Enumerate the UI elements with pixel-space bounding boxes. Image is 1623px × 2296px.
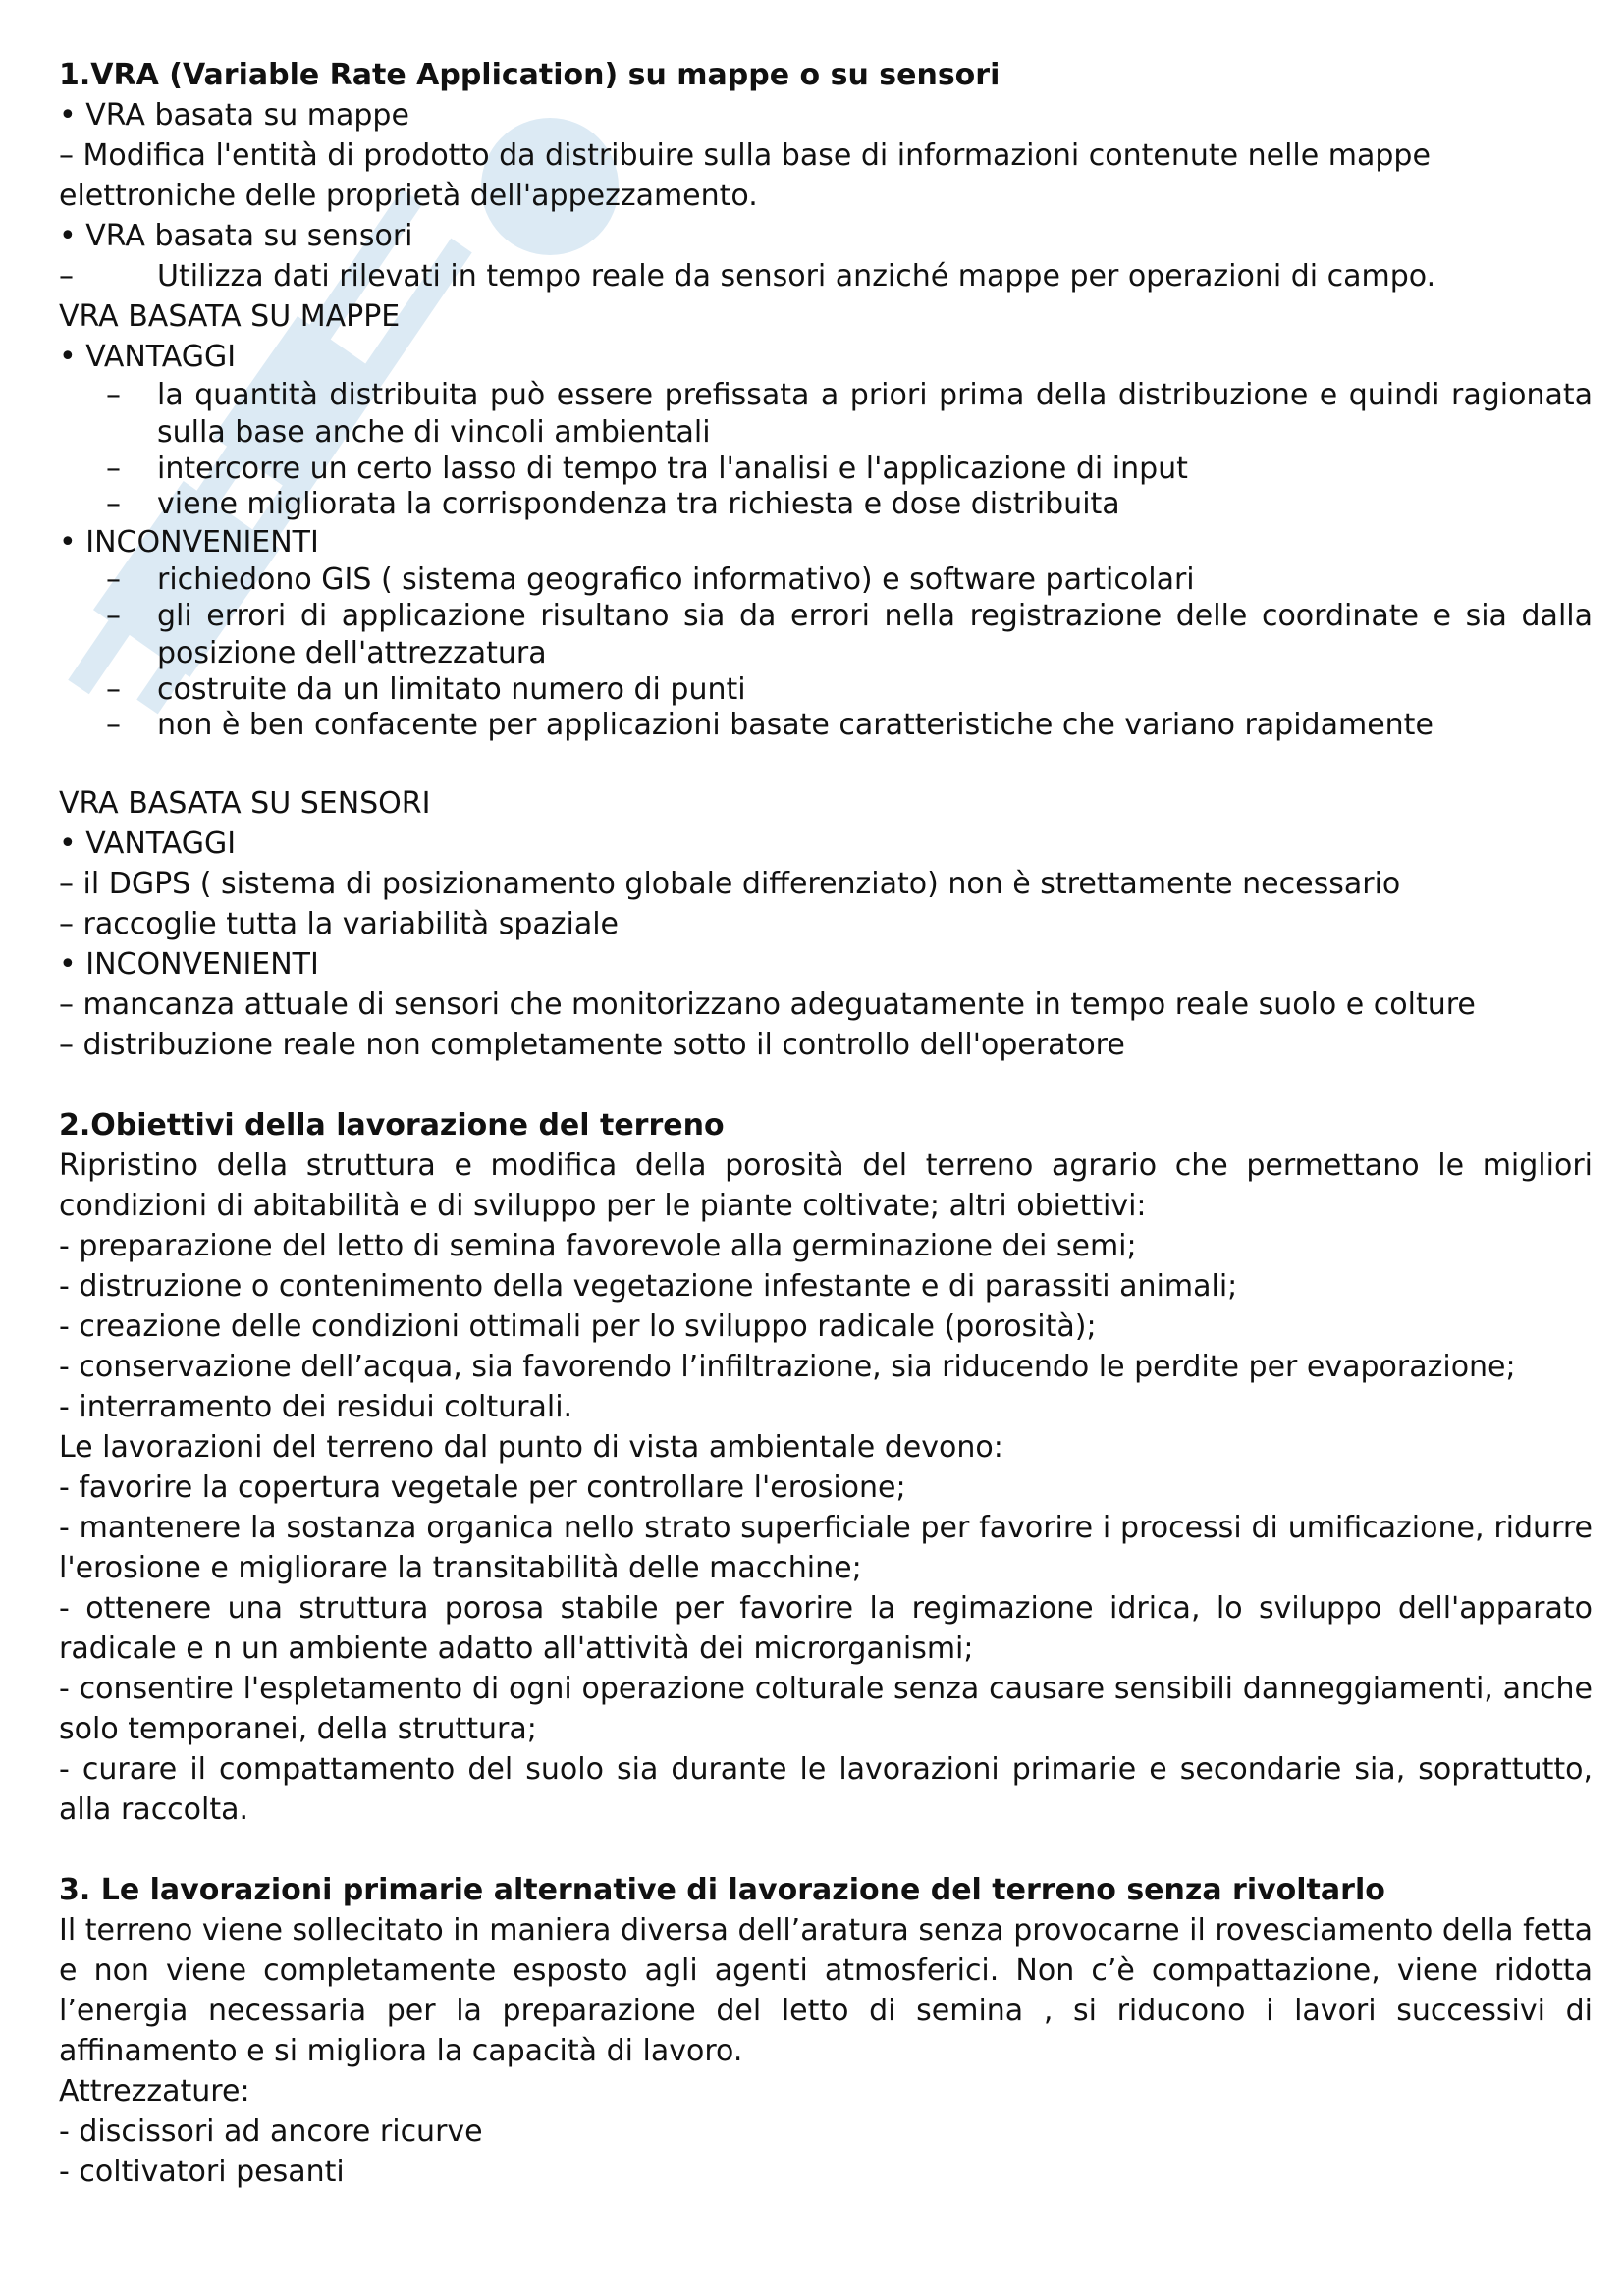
bullet-line: • VANTAGGI — [59, 340, 237, 374]
list-item: – raccoglie tutta la variabilità spaziale — [59, 907, 620, 941]
dash-item — [59, 487, 1593, 522]
dash-item — [59, 672, 1593, 708]
section-vra — [59, 55, 1593, 1065]
list-item: - creazione delle condizioni ottimali per lo sviluppo radicale (porosità); — [59, 1309, 1097, 1344]
paragraph: Ripristino della struttura e modifica della porosità del terreno agrario che permettano le migliori condizioni di abitabilità e di sviluppo per le piante coltivate; altri obiettivi: — [59, 1148, 1593, 1223]
section-title: 3. Le lavorazioni primarie alternative di lavorazione del terreno senza rivoltarlo — [59, 1873, 1385, 1907]
list-item: - favorire la copertura vegetale per controllare l'erosione; — [59, 1470, 906, 1505]
list-item: – il DGPS ( sistema di posizionamento globale differenziato) non è strettamente necessario — [59, 867, 1401, 901]
dash-item — [59, 708, 1593, 743]
dash-item — [59, 256, 1593, 296]
list-item: - ottenere una struttura porosa stabile per favorire la regimazione idrica, lo sviluppo dell'apparato radicale e n un ambiente adatto all'attività dei microrganismi; — [59, 1591, 1593, 1666]
dash-item — [59, 452, 1593, 487]
list-item: - coltivatori pesanti — [59, 2155, 345, 2189]
dash-marker: – — [106, 452, 121, 486]
bullet-line: • VANTAGGI — [59, 827, 237, 861]
paragraph: Il terreno viene sollecitato in maniera diversa dell’aratura senza provocarne il rovesciamento della fetta e non viene completamente esposto agli agenti atmosferici. Non c’è compattazione, viene ridotta l’energia necessaria per la preparazione del letto di semina , si riducono i lavori successivi di affinamento e si migliora la capacità di lavoro. — [59, 1913, 1593, 2068]
bullet-line: • VRA basata su sensori — [59, 219, 413, 253]
paragraph: Le lavorazioni del terreno dal punto di vista ambientale devono: — [59, 1430, 1003, 1465]
dash-item-text: gli errori di applicazione risultano sia da errori nella registrazione delle coordinate e sia dalla posizione dell'attrezzatura — [157, 599, 1593, 670]
dash-marker: – — [106, 562, 121, 597]
bullet-line: • VRA basata su mappe — [59, 98, 409, 133]
dash-item-text: intercorre un certo lasso di tempo tra l'analisi e l'applicazione di input — [157, 452, 1188, 486]
bullet-line: • INCONVENIENTI — [59, 525, 319, 560]
list-item: - distruzione o contenimento della vegetazione infestante e di parassiti animali; — [59, 1269, 1238, 1304]
dash-marker: – — [106, 672, 121, 707]
list-item: - discissori ad ancore ricurve — [59, 2114, 483, 2149]
dash-item-text: richiedono GIS ( sistema geografico informativo) e software particolari — [157, 562, 1195, 597]
dash-item — [59, 377, 1593, 452]
dash-item-text: viene migliorata la corrispondenza tra richiesta e dose distribuita — [157, 487, 1120, 521]
text-line: elettroniche delle proprietà dell'appezzamento. — [59, 179, 758, 213]
list-item: – mancanza attuale di sensori che monitorizzano adeguatamente in tempo reale suolo e colture — [59, 988, 1476, 1022]
dash-item-text: la quantità distribuita può essere prefissata a priori prima della distribuzione e quindi ragionata sulla base anche di vincoli ambientali — [157, 378, 1593, 450]
dash-item-text: Utilizza dati rilevati in tempo reale da sensori anziché mappe per operazioni di campo. — [157, 259, 1436, 294]
dash-marker: – — [106, 599, 121, 633]
list-item: - conservazione dell’acqua, sia favorendo l’infiltrazione, sia riducendo le perdite per evaporazione; — [59, 1350, 1516, 1384]
document-page — [59, 55, 1593, 2192]
section-title: 2.Obiettivi della lavorazione del terreno — [59, 1108, 725, 1143]
dash-item — [59, 562, 1593, 598]
list-item: – distribuzione reale non completamente sotto il controllo dell'operatore — [59, 1028, 1125, 1062]
list-item: - mantenere la sostanza organica nello strato superficiale per favorire i processi di umificazione, ridurre l'erosione e migliorare la transitabilità delle macchine; — [59, 1511, 1593, 1585]
dash-item-text: costruite da un limitato numero di punti — [157, 672, 746, 707]
dash-marker: – — [59, 259, 74, 294]
dash-item-text: non è ben confacente per applicazioni basate caratteristiche che variano rapidamente — [157, 708, 1434, 742]
text-line: – Modifica l'entità di prodotto da distribuire sulla base di informazioni contenute nelle mappe — [59, 138, 1431, 173]
subsection-heading: VRA BASATA SU SENSORI — [59, 786, 431, 821]
equipment-label: Attrezzature: — [59, 2074, 250, 2109]
list-item: - curare il compattamento del suolo sia durante le lavorazioni primarie e secondarie sia, soprattutto, alla raccolta. — [59, 1752, 1593, 1827]
subsection-heading: VRA BASATA SU MAPPE — [59, 299, 401, 334]
bullet-line: • INCONVENIENTI — [59, 947, 319, 982]
list-item: - consentire l'espletamento di ogni operazione colturale senza causare sensibili danneggiamenti, anche solo temporanei, della struttura; — [59, 1672, 1593, 1746]
dash-item — [59, 598, 1593, 672]
dash-marker: – — [106, 487, 121, 521]
section-obiettivi — [59, 1105, 1593, 1830]
dash-marker: – — [106, 378, 121, 412]
dash-marker: – — [106, 708, 121, 742]
list-item: - interramento dei residui colturali. — [59, 1390, 573, 1424]
list-item: - preparazione del letto di semina favorevole alla germinazione dei semi; — [59, 1229, 1137, 1263]
section-title: 1.VRA (Variable Rate Application) su mappe o su sensori — [59, 58, 1001, 92]
section-lavorazioni-primarie — [59, 1870, 1593, 2192]
